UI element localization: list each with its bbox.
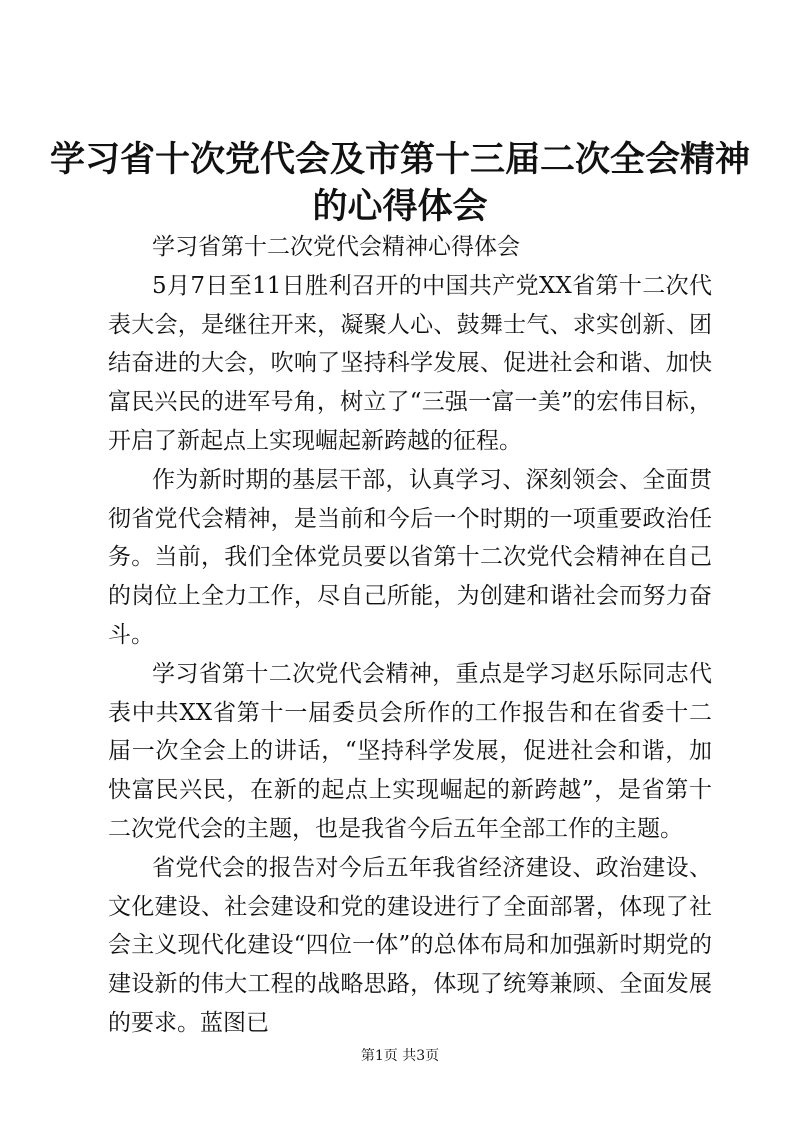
title-line-1: 学习省十次党代会及市第十三届二次全会精神 (49, 139, 750, 180)
document-body (108, 228, 712, 1043)
paragraph: 5月7日至11日胜利召开的中国共产党XX省第十二次代表大会，是继往开来，凝聚人心、鼓舞士气、求实创新、团结奋进的大会，吹响了坚持科学发展、促进社会和谐、加快富民兴民的进军号角，树立了“三强一富一美”的宏伟目标，开启了新起点上实现崛起新跨越的征程。 (108, 272, 712, 454)
document-title (0, 136, 800, 230)
paragraph: 作为新时期的基层干部，认真学习、深刻领会、全面贯彻省党代会精神，是当前和今后一个时期的一项重要政治任务。当前，我们全体党员要以省第十二次党代会精神在自己的岗位上全力工作，尽自己所能，为创建和谐社会而努力奋斗。 (108, 466, 712, 648)
paragraph-subtitle: 学习省第十二次党代会精神心得体会 (152, 234, 520, 260)
paragraph: 学习省第十二次党代会精神，重点是学习赵乐际同志代表中共XX省第十一届委员会所作的工作报告和在省委十二届一次全会上的讲话，“坚持科学发展，促进社会和谐，加快富民兴民，在新的起点上实现崛起的新跨越”，是省第十二次党代会的主题，也是我省今后五年全部工作的主题。 (108, 660, 712, 842)
title-line-2: 的心得体会 (312, 186, 488, 227)
paragraph: 省党代会的报告对今后五年我省经济建设、政治建设、文化建设、社会建设和党的建设进行了全面部署，体现了社会主义现代化建设“四位一体”的总体布局和加强新时期党的建设新的伟大工程的战略思路，体现了统筹兼顾、全面发展的要求。蓝图已 (108, 854, 712, 1036)
page-footer: 第1页 共3页 (360, 1048, 440, 1064)
